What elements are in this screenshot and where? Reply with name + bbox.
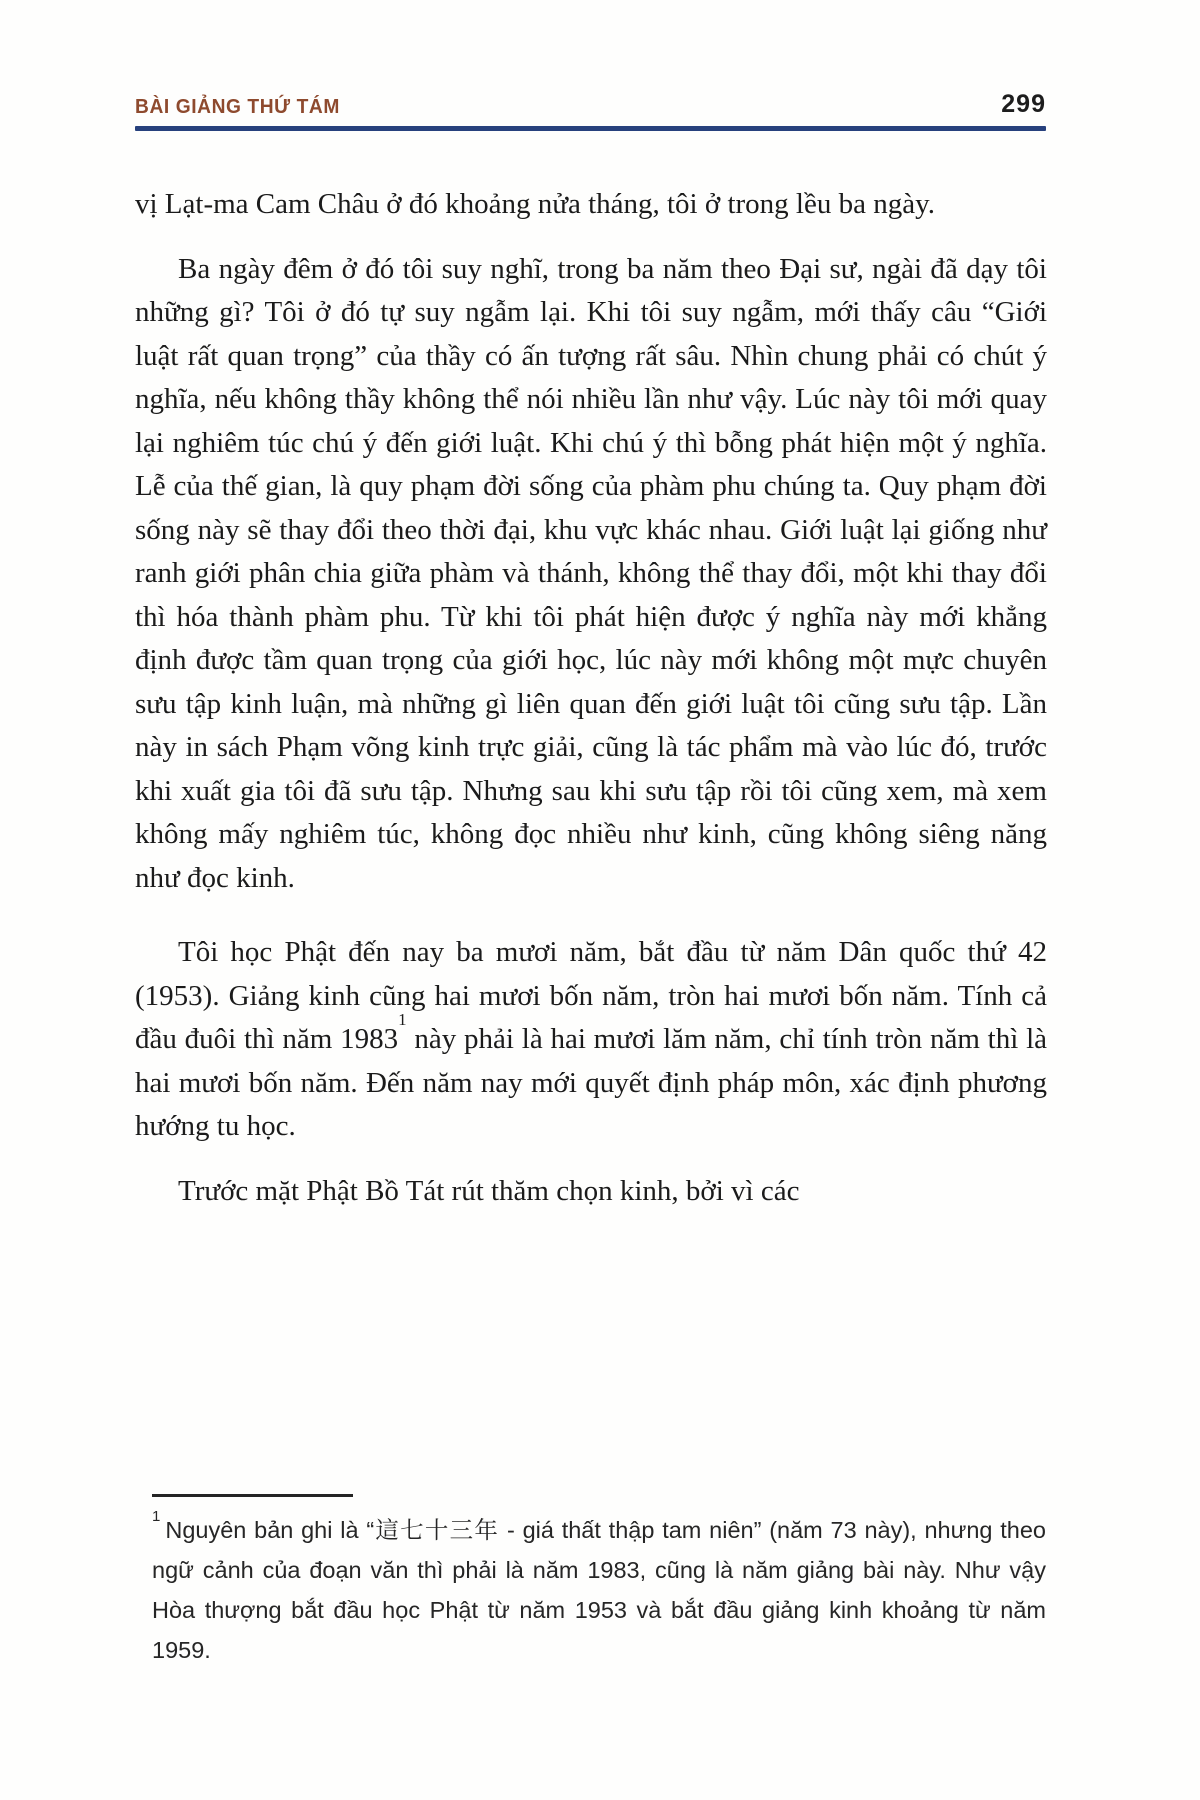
footnote-rule: [152, 1494, 353, 1497]
header-row: [135, 90, 1046, 119]
paragraph-text-segment: Tôi học Phật đến nay ba mươi năm, bắt đầu từ năm Dân quốc thứ 42 (1953). Giảng kinh cũng hai mươi bốn năm, tròn hai mươi bốn năm. Tính cả đầu đuôi thì năm 1983: [135, 936, 1047, 1055]
page-number: 299: [1001, 90, 1046, 118]
paragraph-gioi-luat: Ba ngày đêm ở đó tôi suy nghĩ, trong ba năm theo Đại sư, ngài đã dạy tôi những gì? Tôi ở đó tự suy ngẫm lại. Khi tôi suy ngẫm, mới thấy câu “Giới luật rất quan trọng” của thầy có ấn tượng rất sâu. Nhìn chung phải có chút ý nghĩa, nếu không thầy không thể nói nhiều lần như vậy. Lúc này tôi mới quay lại nghiêm túc chú ý đến giới luật. Khi chú ý thì bỗng phát hiện một ý nghĩa. Lễ của thế gian, là quy phạm đời sống của phàm phu chúng ta. Quy phạm đời sống này sẽ thay đổi theo thời đại, khu vực khác nhau. Giới luật lại giống như ranh giới phân chia giữa phàm và thánh, không thể thay đổi, một khi thay đổi thì hóa thành phàm phu. Từ khi tôi phát hiện được ý nghĩa này mới khẳng định được tầm quan trọng của giới học, lúc này mới không một mực chuyên sưu tập kinh luận, mà những gì liên quan đến giới luật tôi cũng sưu tập. Lần này in sách Phạm võng kinh trực giải, cũng là tác phẩm mà vào lúc đó, trước khi xuất gia tôi đã sưu tập. Nhưng sau khi sưu tập rồi tôi cũng xem, mà xem không mấy nghiêm túc, không đọc nhiều như kinh, cũng không siêng năng như đọc kinh.: [135, 252, 1047, 894]
page-header: [135, 90, 1046, 131]
running-header-title: BÀI GIẢNG THỨ TÁM: [135, 96, 340, 118]
paragraph-rut-tham: Trước mặt Phật Bồ Tát rút thăm chọn kinh, bởi vì các: [178, 1174, 800, 1207]
footnote: [152, 1510, 1046, 1670]
footnote-marker: 1: [152, 1508, 161, 1526]
footnote-section: [152, 1494, 1046, 1670]
header-rule: [135, 126, 1046, 131]
paragraph-hoc-phat: [135, 931, 1047, 1149]
paragraph-continuation: vị Lạt-ma Cam Châu ở đó khoảng nửa tháng, tôi ở trong lều ba ngày.: [135, 188, 935, 220]
paragraph-text-segment: này phải là hai mươi lăm năm, chỉ tính tròn năm thì là hai mươi bốn năm. Đến năm nay mới quyết định pháp môn, xác định phương hướng tu học.: [135, 1023, 1047, 1142]
body-text: [135, 183, 1047, 1213]
footnote-reference-1983: 1: [398, 1010, 407, 1030]
footnote-text: Nguyên bản ghi là “這七十三年 - giá thất thập tam niên” (năm 73 này), nhưng theo ngữ cảnh của đoạn văn thì phải là năm 1983, cũng là năm giảng bài này. Như vậy Hòa thượng bắt đầu học Phật từ năm 1953 và bắt đầu giảng kinh khoảng từ năm 1959.: [152, 1517, 1046, 1663]
